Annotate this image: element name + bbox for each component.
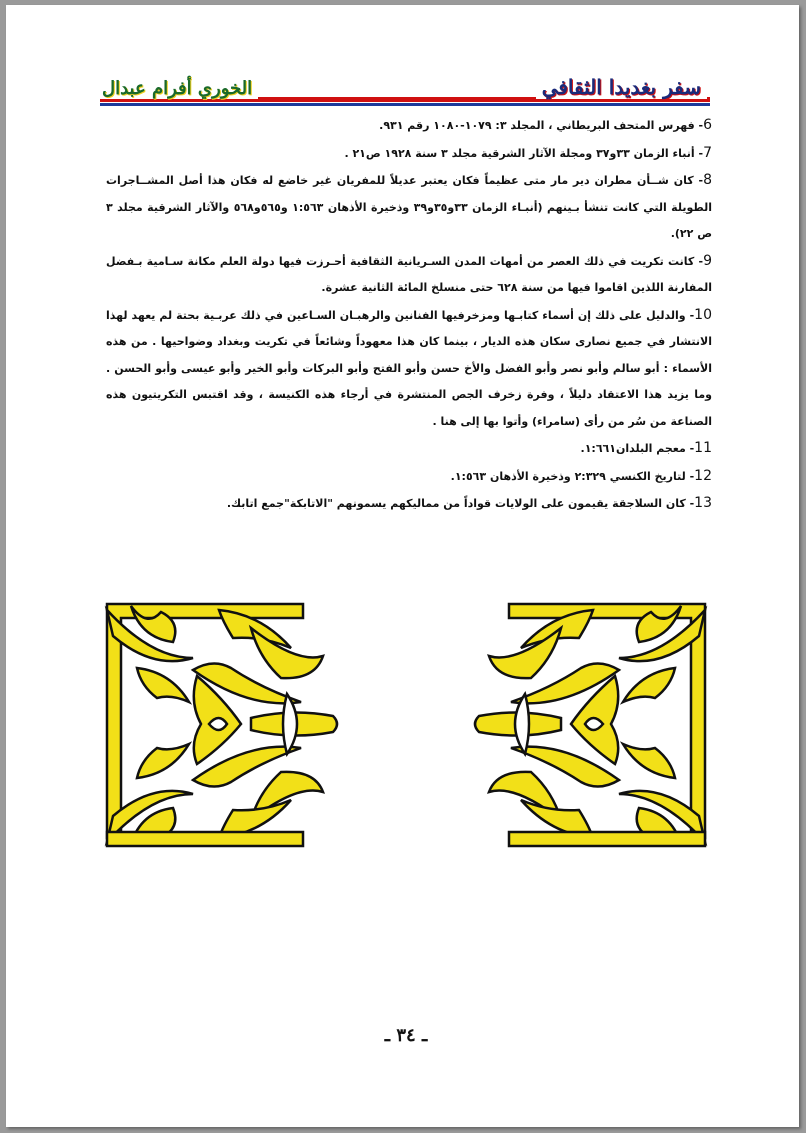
author-name: الخوري أفرام عبدال xyxy=(96,78,258,99)
footnote-number: 8 xyxy=(703,172,712,188)
footnote-number: 6 xyxy=(703,117,712,133)
footnote xyxy=(106,112,712,140)
footnote-number: 13 xyxy=(694,495,712,511)
footnote-text: - كان السلاجقة يقيمون على الولايات قواداً من مماليكهم يسمونهم "الاتابكة"جمع اتابك. xyxy=(226,497,695,510)
footnote-number: 9 xyxy=(703,252,712,269)
footnote-text: - معجم البلدان١:٦٦١. xyxy=(580,442,695,455)
ornament-right-panel xyxy=(475,604,705,846)
page-number: ـ ٣٤ ـ xyxy=(384,1025,428,1046)
document-page xyxy=(6,5,799,1127)
footnotes-list xyxy=(106,112,712,518)
footnote xyxy=(106,435,712,463)
footnote xyxy=(106,167,712,248)
footnote-number: 7 xyxy=(703,144,712,161)
footnote-text: - أنباء الزمان ٣٣و٣٧ ومجلة الآثار الشرقية مجلد ٣ سنة ١٩٢٨ ص٢١ . xyxy=(344,146,704,160)
header-rule-blue xyxy=(100,103,710,106)
footnote xyxy=(106,248,712,302)
page-header xyxy=(6,5,799,115)
footnote-number: 12 xyxy=(694,467,712,484)
footnote-text: - فهرس المتحف البريطاني ، المجلد ٣: ١٠٧٩-١٠٨٠ رقم ٩٣١. xyxy=(379,119,704,132)
footnote-number: 11 xyxy=(694,440,712,456)
ornament-left-panel xyxy=(107,604,337,846)
footnote-text: - كان شــأن مطران دير مار متى عظيماً فكان يعتبر عديلاً للمفريان غير خاضع له فكان هذا أصل المشــاجرات الطويلة التي كانت تنشأ بـينهم (أنبـاء الزمان ٣٣و٣٥و٣٩ وذخيرة الأذهان ١:٥٦٣ و٥٦٥و٥٦٨ والآثار الشرقية مجلد ٣ ص ٢٢). xyxy=(106,174,712,240)
footnote xyxy=(106,140,712,168)
footnote xyxy=(106,490,712,518)
footnote xyxy=(106,463,712,491)
footnote-text: - والدليل على ذلك إن أسماء كتابـها ومزخرفيها الفنانين والرهبـان السـاعين في ذلك عربـية بحتة لم يعهد لهذا الانتشار في جميع نصارى سكان هذه الديار ، بينما كان هذا معهوداً وشائعاً في تكريت وبغداد وضواحيها . من هذه الأسماء : أبو سالم وأبو نصر وأبو الفضل والأخ حسن وأبو الفتح وأبو البركات وأبو الخير وأبو عيسى وأبو الحسن . وما يزيد هذا الاعتقاد دليلاً ، وفرة زخرف الجص المنتشرة في أرجاء هذه الكنيسة ، وقد اقتبس التكريتيون هذه الصناعة من سُر من رأى (سامراء) وأتوا بها إلى هنا . xyxy=(106,308,712,428)
footnote-text: - لتاريخ الكنسي ٢:٣٢٩ وذخيرة الأذهان ١:٥٦٣. xyxy=(450,469,695,483)
book-title: سفر بغديدا الثقافي xyxy=(536,75,707,99)
ornament-half xyxy=(107,604,337,846)
arabesque-ornament xyxy=(101,598,711,853)
footnote-number: 10 xyxy=(694,306,712,323)
footnote-text: - كانت تكريت في ذلك العصر من أمهات المدن السـريانية الثقافية أحـرزت فيها دولة العلم مكانة سـامية بـفضل المفارنة اللذين اقاموا فيها من سنة ٦٢٨ حتى منسلخ المائة الثانية عشرة. xyxy=(106,254,712,294)
footnote xyxy=(106,302,712,436)
